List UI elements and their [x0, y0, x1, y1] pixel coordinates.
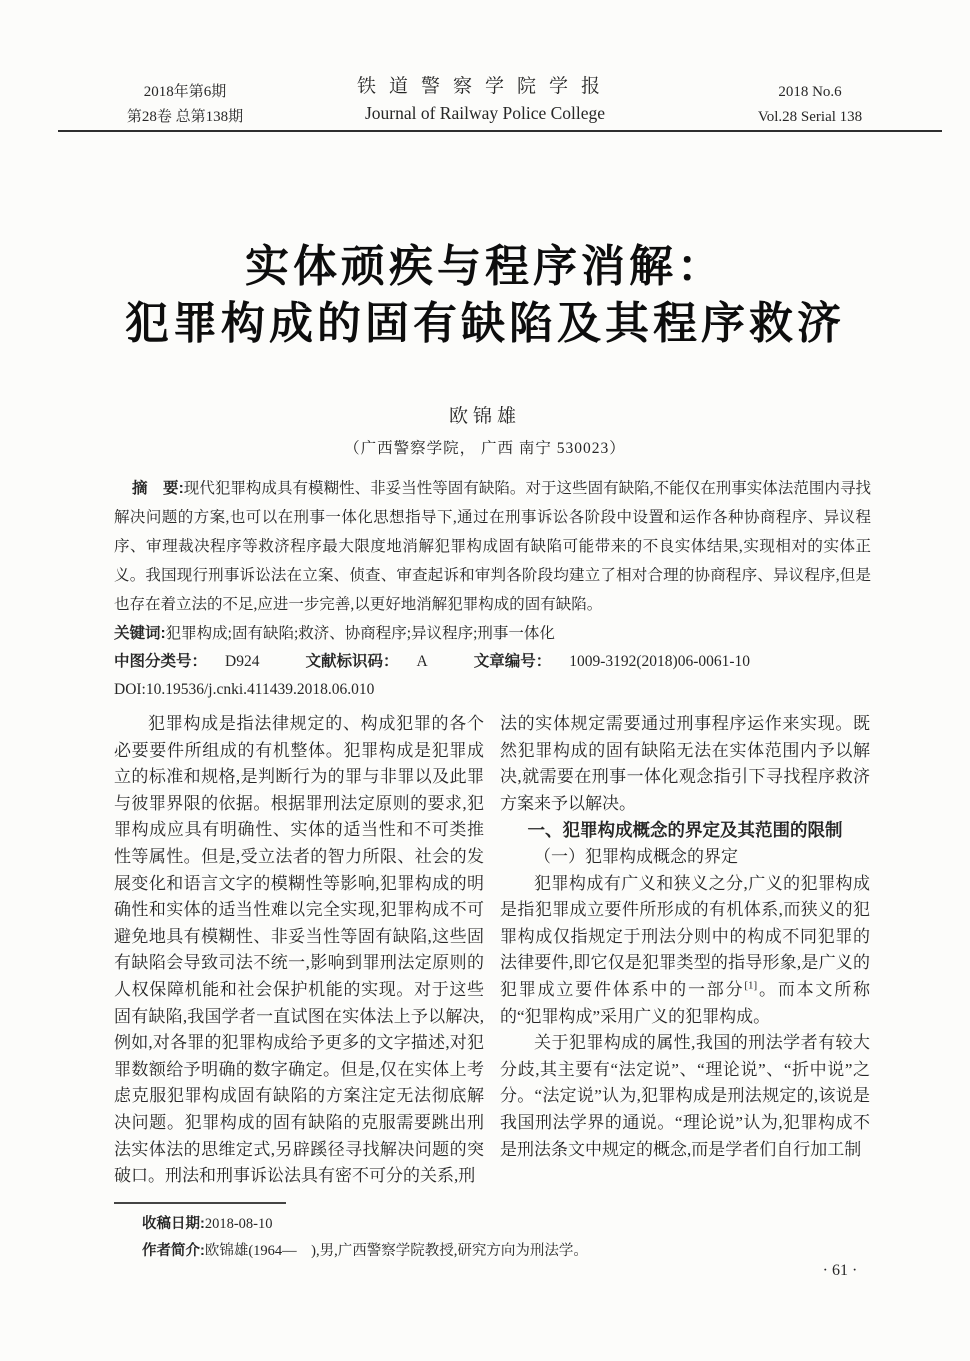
issue-line: 2018年第6期	[143, 84, 227, 100]
article-title	[0, 238, 970, 352]
body-paragraph-3: 关于犯罪构成的属性,我国的刑法学者有较大分歧,其主要有“法定说”、“理论说”、“折中说”之分。“法定说”认为,犯罪构成是刑法规定的,该说是我国刑法学界的通说。“理论说”认为,犯罪构成不是刑法条文中规定的概念,而是学者们自行加工制	[500, 1033, 870, 1159]
header-issue-info-en	[735, 80, 885, 130]
journal-name-cn: 铁道警察学院学报	[356, 76, 613, 97]
clc-label: 中图分类号：	[114, 653, 208, 670]
body-paragraph-1: 犯罪构成是指法律规定的、构成犯罪的各个必要要件所组成的有机整体。犯罪构成是犯罪成立的标准和规格,是判断行为的罪与非罪以及此罪与彼罪界限的依据。根据罪刑法定原则的要求,犯罪构成应具有明确性、实体的适当性和不可类推性等属性。但是,受立法者的智力所限、社会的发展变化和语言文字的模糊性等影响,犯罪构成的明确性和实体的适当性难以完全实现,犯罪构成不可避免地具有模糊性、非妥当性等固有缺陷,这些固有缺陷会导致司法不统一,影响到罪刑法定原则的人权保障机能和社会保护机能的实现。对于这些固有缺陷,我国学者一直试图在实体法上予以解决,例如,对各罪的犯罪构成给予更多的文字描述,对犯罪数额给予明确的数字确定。但是,仅在实体上考虑克服犯罪构成固有缺陷的方案注定无法彻底解决问题。犯罪构成的固有缺陷的克服需要跳出刑法实体法的思维定式,另辟蹊径寻找解决问题的突破口。刑法和刑事诉讼法具有密不可分的关系,刑	[114, 714, 484, 1186]
issue-line-en: 2018 No.6	[778, 84, 842, 100]
author-bio-line	[114, 1238, 754, 1265]
doc-code-label: 文献标识码：	[305, 653, 399, 670]
reference-marker-1: [1]	[744, 979, 758, 992]
body-column-right	[500, 711, 870, 1189]
abstract	[114, 474, 871, 619]
header-divider	[58, 130, 942, 132]
abstract-label: 摘 要:	[132, 480, 184, 497]
front-matter	[114, 474, 871, 704]
keywords-label: 关键词:	[114, 625, 166, 642]
section-1-heading: 一、犯罪构成概念的界定及其范围的限制	[527, 820, 843, 841]
doc-code-value: A	[416, 653, 428, 670]
received-date-value: 2018-08-10	[204, 1216, 273, 1232]
abstract-text: 现代犯罪构成具有模糊性、非妥当性等固有缺陷。对于这些固有缺陷,不能仅在刑事实体法范围内寻找解决问题的方案,也可以在刑事一体化思想指导下,通过在刑事诉讼各阶段中设置和运作各种协商程序、异议程序、审理裁决程序等救济程序最大限度地消解犯罪构成固有缺陷可能带来的不良实体结果,实现相对的实体正义。我国现行刑事诉讼法在立案、侦查、审查起诉和审判各阶段均建立了相对合理的协商程序、异议程序,但是也存在着立法的不足,应进一步完善,以更好地消解犯罪构成的固有缺陷。	[114, 480, 871, 613]
journal-name-en: Journal of Railway Police College	[364, 103, 606, 123]
header-issue-info	[100, 80, 270, 130]
volume-line-en: Vol.28 Serial 138	[757, 109, 863, 125]
author-affiliation: （广西警察学院， 广西 南宁 530023）	[344, 440, 626, 457]
author-bio-value: 欧锦雄(1964— ),男,广西警察学院教授,研究方向为刑法学。	[204, 1242, 588, 1259]
article-id-label: 文章编号：	[473, 653, 552, 670]
footnote-divider	[114, 1202, 286, 1204]
body-paragraph-2-text: 犯罪构成有广义和狭义之分,广义的犯罪构成是指犯罪成立要件所形成的有机体系,而狭义的犯罪构成仅指规定于刑法分则中的构成不同犯罪的法律要件,即它仅是犯罪类型的指导形象,是广义的犯罪成立要件体系中的一部分	[500, 873, 870, 999]
received-date-line	[114, 1211, 754, 1238]
keywords	[114, 619, 871, 648]
received-date-label: 收稿日期:	[142, 1216, 205, 1232]
body-paragraph-2	[500, 871, 870, 1031]
classification-line	[114, 648, 871, 676]
body-paragraph-2-text-end: 。而本文所称的“犯罪构成”采用广义的犯罪构成。	[500, 979, 870, 1026]
header-journal-name	[300, 74, 670, 126]
page-number: · 61 ·	[822, 1262, 858, 1279]
volume-line: 第28卷 总第138期	[126, 109, 244, 125]
body-paragraph-1-continued: 法的实体规定需要通过刑事程序运作来实现。既然犯罪构成的固有缺陷无法在实体范围内予以解决,就需要在刑事一体化观念指引下寻找程序救济方案来予以解决。	[500, 714, 870, 813]
article-title-line1: 实体顽疾与程序消解：	[245, 242, 725, 291]
clc-value: D924	[225, 653, 260, 670]
article-title-line2: 犯罪构成的固有缺陷及其程序救济	[125, 299, 845, 348]
author-name: 欧锦雄	[448, 406, 521, 427]
section-1-subheading: （一）犯罪构成概念的界定	[534, 846, 738, 866]
keywords-text: 犯罪构成;固有缺陷;救济、协商程序;异议程序;刑事一体化	[165, 625, 555, 642]
article-id-value: 1009-3192(2018)06-0061-10	[569, 653, 751, 670]
author-bio-label: 作者简介:	[142, 1242, 205, 1259]
doi-line: DOI:10.19536/j.cnki.411439.2018.06.010	[114, 681, 375, 698]
footnote	[114, 1211, 754, 1264]
body-column-left	[114, 711, 484, 1193]
